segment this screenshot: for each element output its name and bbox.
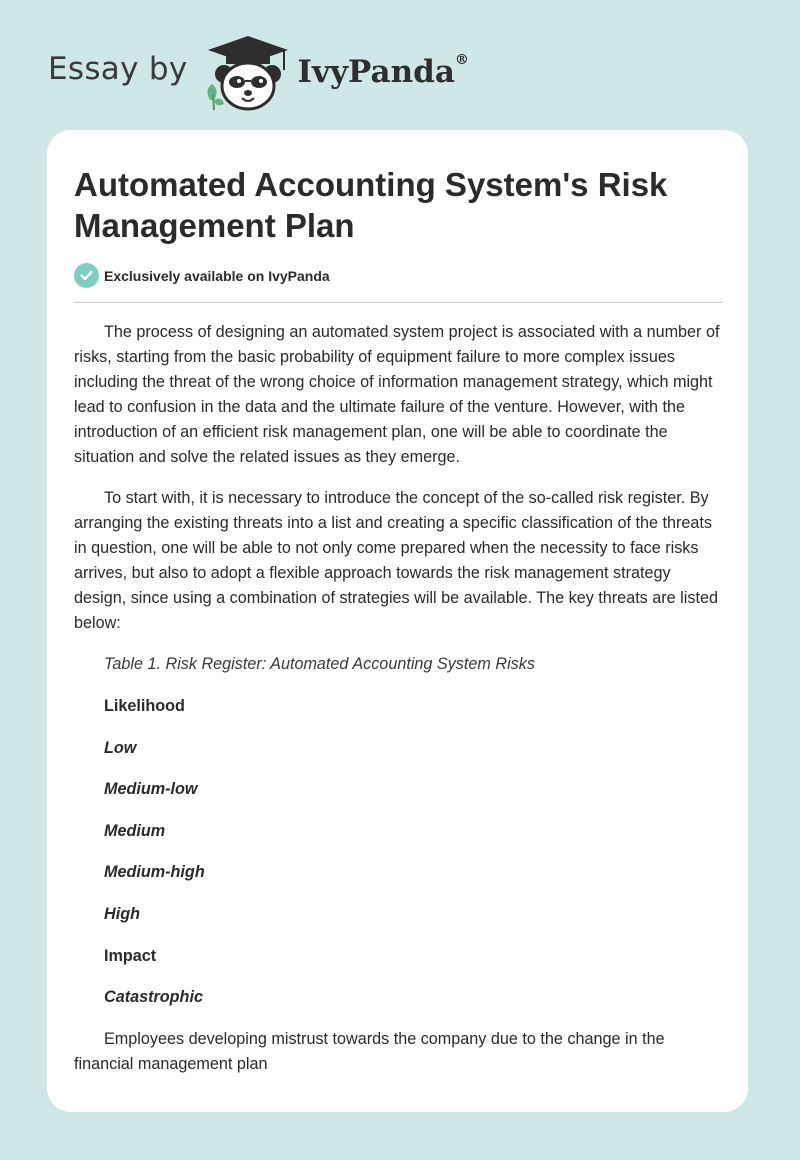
table-cell-high: High bbox=[104, 904, 140, 923]
table-header-likelihood: Likelihood bbox=[104, 697, 185, 715]
paragraph: To start with, it is necessary to introduce the concept of the so-called risk register. By arranging the existing threats into a list and creating a specific classification of the threats in question, one will be able to not only come prepared when the necessity to face risks arrives, but also to adopt a flexible approach towards the risk management strategy design, since using a combination of strategies will be available. The key threats are listed below: bbox=[74, 489, 718, 632]
page-title: Automated Accounting System's Risk Management Plan bbox=[74, 166, 668, 244]
table-cell-catastrophic: Catastrophic bbox=[104, 988, 203, 1007]
table-cell-medium: Medium bbox=[104, 821, 166, 840]
check-icon bbox=[74, 263, 99, 288]
panda-graduate-logo-icon bbox=[202, 34, 294, 114]
brand-name: IvyPanda® bbox=[297, 52, 469, 90]
table-cell-medium-low: Medium-low bbox=[104, 780, 198, 799]
table-cell-medium-high: Medium-high bbox=[104, 863, 205, 882]
essay-by-label: Essay by bbox=[48, 51, 188, 87]
table-caption: Table 1. Risk Register: Automated Accounting System Risks bbox=[104, 655, 535, 673]
paragraph: The process of designing an automated system project is associated with a number of risks, starting from the basic probability of equipment failure to more complex issues including the threat of the wrong choice of information management strategy, which might lead to confusion in the data and the ultimate failure of the venture. However, with the introduction of an efficient risk management plan, one will be able to coordinate the situation and solve the related issues as they emerge. bbox=[74, 323, 720, 466]
registered-mark: ® bbox=[454, 52, 469, 68]
site-header bbox=[48, 34, 469, 114]
exclusive-badge bbox=[74, 263, 330, 288]
badge-label: Exclusively available on IvyPanda bbox=[104, 267, 330, 284]
paragraph: Employees developing mistrust towards the company due to the change in the financial management plan bbox=[74, 1029, 665, 1073]
essay-card bbox=[47, 130, 748, 1112]
table-cell-low: Low bbox=[104, 738, 137, 757]
table-header-impact: Impact bbox=[104, 946, 157, 965]
divider bbox=[74, 302, 723, 303]
essay-body bbox=[74, 320, 724, 1093]
